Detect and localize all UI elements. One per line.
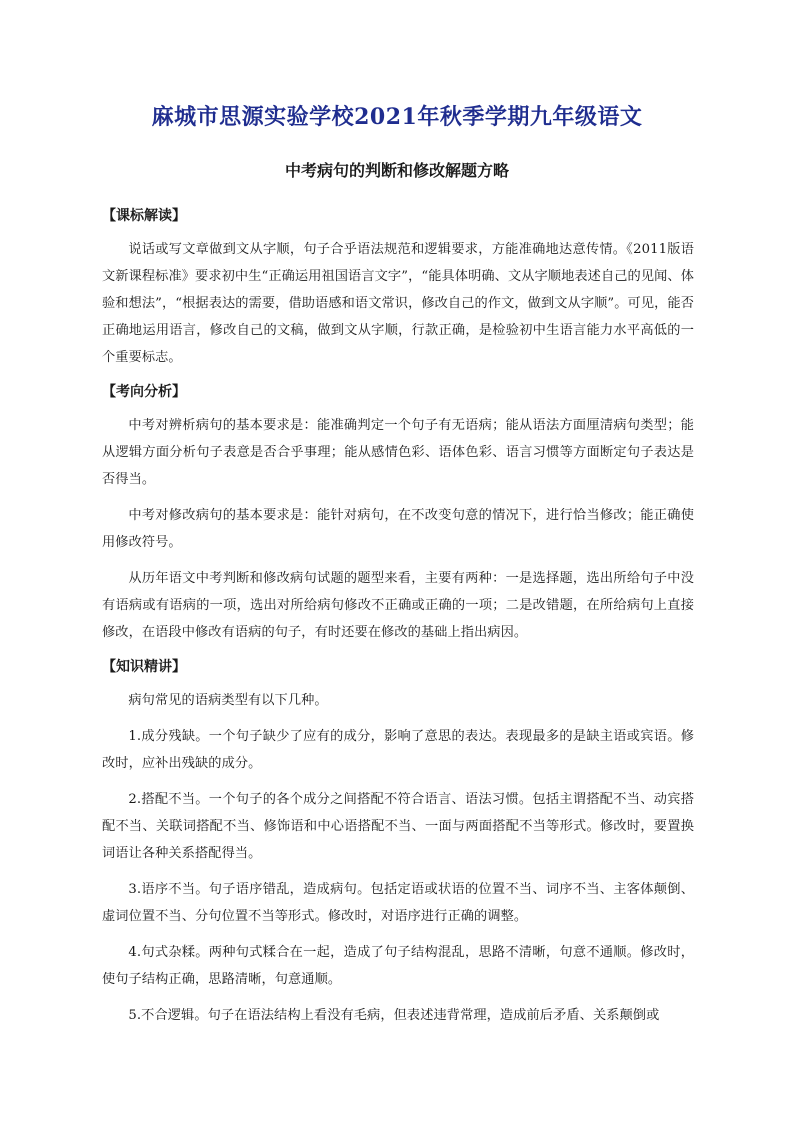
list-item: 5.不合逻辑。句子在语法结构上看没有毛病，但表述违背常理，造成前后矛盾、关系颠倒或 [128,1008,660,1023]
document-title: 麻城市思源实验学校2021年秋季学期九年级语文 [151,104,643,130]
list-item: 1.成分残缺。一个句子缺少了应有的成分，影响了意思的表达。表现最多的是缺主语或宾语。修改时，应补出残缺的成分。 [102,729,694,771]
document-body [102,204,694,1038]
list-item: 4.句式杂糅。两种句式糅合在一起，造成了句子结构混乱，思路不清晰，句意不通顺。修改时，使句子结构正确，思路清晰，句意通顺。 [102,945,694,987]
section-heading-exam-analysis: 【考向分析】 [102,384,186,400]
paragraph: 病句常见的语病类型有以下几种。 [128,693,328,708]
document-subtitle: 中考病句的判断和修改解题方略 [284,161,509,180]
list-item: 3.语序不当。句子语序错乱，造成病句。包括定语或状语的位置不当、词序不当、主客体颠倒、虚词位置不当、分句位置不当等形式。修改时，对语序进行正确的调整。 [102,882,694,924]
paragraph: 中考对修改病句的基本要求是：能针对病句，在不改变句意的情况下，进行恰当修改；能正确使用修改符号。 [102,508,694,550]
section-heading-knowledge: 【知识精讲】 [102,659,186,675]
section-heading-curriculum: 【课标解读】 [102,208,186,224]
list-item: 2.搭配不当。一个句子的各个成分之间搭配不符合语言、语法习惯。包括主谓搭配不当、动宾搭配不当、关联词搭配不当、修饰语和中心语搭配不当、一面与两面搭配不当等形式。修改时，要置换词语让各种关系搭配得当。 [102,792,694,861]
paragraph: 说话或写文章做到文从字顺，句子合乎语法规范和逻辑要求，方能准确地达意传情。《2011版语文新课程标准》要求初中生“正确运用祖国语言文字”，“能具体明确、文从字顺地表述自己的见闻、体验和想法”，“根据表达的需要，借助语感和语文常识，修改自己的作文，做到文从字顺”。可见，能否正确地运用语言，修改自己的文稿，做到文从字顺，行款正确，是检验初中生语言能力水平高低的一个重要标志。 [102,242,694,365]
paragraph: 中考对辨析病句的基本要求是：能准确判定一个句子有无语病；能从语法方面厘清病句类型；能从逻辑方面分析句子表意是否合乎事理；能从感情色彩、语体色彩、语言习惯等方面断定句子表达是否得当。 [102,418,694,487]
paragraph: 从历年语文中考判断和修改病句试题的题型来看，主要有两种：一是选择题，选出所给句子中没有语病或有语病的一项，选出对所给病句修改不正确或正确的一项；二是改错题，在所给病句上直接修改，在语段中修改有语病的句子，有时还要在修改的基础上指出病因。 [102,571,694,640]
